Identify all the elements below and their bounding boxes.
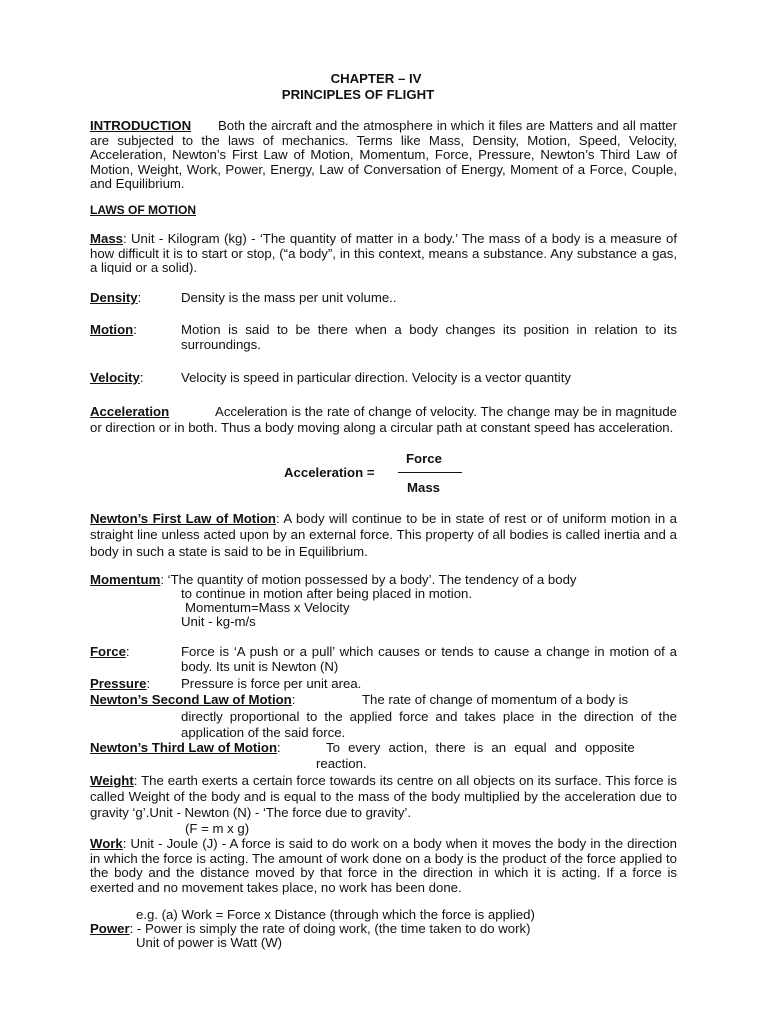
chapter-heading: CHAPTER – IV	[330, 71, 422, 86]
first-law-term: Newton’s First Law of Motion	[90, 511, 276, 526]
force-text: Force is ‘A push or a pull’ which causes or tends to cause a change in motion of a body. Its unit is Newton (N)	[181, 644, 677, 674]
formula-numerator: Force	[406, 451, 442, 466]
momentum-line-2: to continue in motion after being placed in motion.	[181, 586, 473, 601]
momentum-formula: Momentum=Mass x Velocity	[185, 600, 350, 615]
weight-text: : The earth exerts a certain force towards its centre on all objects on its surface. This force is called Weight of the body and is equal to the mass of the body multiplied by the acceleration due to gravity ‘g’.Unit - Newton (N) - ‘The force due to gravity’.	[90, 773, 677, 820]
density-text: Density is the mass per unit volume..	[181, 290, 397, 305]
weight-paragraph	[90, 773, 677, 821]
section-heading-laws-of-motion: LAWS OF MOTION	[90, 203, 196, 217]
work-paragraph	[90, 837, 677, 895]
acceleration-formula-label: Acceleration =	[284, 465, 375, 480]
work-text: : Unit - Joule (J) - A force is said to do work on a body when it moves the body in the direction in which the force is acting. The amount of work done on a body is the product of the force applied to the body and the distance moved by that force in the direction in which it is acting. If a force is exerted and no movement takes place, no work has been done.	[90, 836, 677, 895]
momentum-term: Momentum	[90, 572, 161, 587]
fraction-bar	[398, 472, 462, 473]
weight-formula: (F = m x g)	[185, 821, 250, 836]
document-page: CHAPTER – IV PRINCIPLES OF FLIGHT INTRODUCTION Both the aircraft and the atmosphere in which it files are Matters and all matter are subjected to the laws of mechanics. Terms like Mass, Density, Motion, Speed, Velocity, Acceleration, Newton’s First Law of Motion, Momentum, Force, Pressure, Newton’s Third Law of Motion, Weight, Work, Power, Energy, Law of Conversation of Energy, Moment of a Force, Couple, and Equilibrium. LAWS OF MOTION Mass: Unit - Kilogram (kg) - ‘The quantity of matter in a body.’ The mass of a body is a measure of how difficult it is to start or stop, (“a body”, in this context, means a substance. Any substance a gas, a liquid or a solid). Density: Density is the mass per unit volume.. Motion: Motion is said to be there when a body changes its position in relation to its surroundings. Velocity: Velocity is speed in particular direction. Velocity is a vector quantity Acceleration Acceleration is the rate of change of velocity. The change may be in magnitude or direction or in both. Thus a body moving along a circular path at constant speed has acceleration. Acceleration = Force Mass Newton’s First Law of Motion: A body will continue to be in state of rest or of uniform motion in a straight line unless acted upon by an external force. This property of all bodies is called inertia and a body in such a state is said to be in Equilibrium. Momentum: ‘The quantity of motion possessed by a body’. The tendency of a body to continue in motion after being placed in motion. Momentum=Mass x Velocity Unit - kg-m/s Force: Force is ‘A push or a pull’ which causes or tends to cause a change in motion of a body. Its unit is Newton (N) Pressure: Pressure is force per unit area. Newton’s Second Law of Motion: The rate of change of momentum of a body is directly proportional to the applied force and takes place in the direction of the application of the said force. Newton’s Third Law of Motion: To every action, there is an equal and opposite reaction. Weight: The earth exerts a certain force towards its centre on all objects on its surface. This force is called Weight of the body and is equal to the mass of the body multiplied by the acceleration due to gravity ‘g’.Unit - Newton (N) - ‘The force due to gravity’. (F = m x g) Work: Unit - Joule (J) - A force is said to do work on a body when it moves the body in the direction in which the force is acting. The amount of work done on a body is the product of the force applied to the body and the distance moved by that force in the direction in which it is acting. If a force is exerted and no movement takes place, no work has been done. e.g. (a) Work = Force x Distance (through which the force is applied) Power: - Power is simply the rate of doing work, (the time taken to do work) Unit of power is Watt (W)	[0, 0, 768, 1024]
pressure-text: Pressure is force per unit area.	[181, 676, 362, 691]
second-law-text-rest: directly proportional to the applied force and takes place in the direction of the application of the said force.	[181, 709, 677, 740]
motion-term: Motion	[90, 322, 134, 337]
second-law-line-1: Newton’s Second Law of Motion:	[90, 692, 296, 707]
mass-term: Mass	[90, 231, 123, 246]
power-term: Power	[90, 921, 130, 936]
first-law-text: : A body will continue to be in state of rest or of uniform motion in a straight line unless acted upon by an external force. This property of all bodies is called inertia and a body in such a state is said to be in Equilibrium.	[90, 511, 677, 559]
velocity-term: Velocity	[90, 370, 140, 385]
velocity-text: Velocity is speed in particular direction. Velocity is a vector quantity	[181, 370, 571, 385]
mass-text: : Unit - Kilogram (kg) - ‘The quantity of matter in a body.’ The mass of a body is a measure of how difficult it is to start or stop, (“a body”, in this context, means a substance. Any substance a gas, a liquid or a solid).	[90, 231, 677, 276]
acceleration-paragraph	[90, 404, 677, 436]
page-title: PRINCIPLES OF FLIGHT	[281, 87, 435, 102]
momentum-unit: Unit - kg-m/s	[181, 614, 256, 629]
work-term: Work	[90, 836, 123, 851]
work-example: e.g. (a) Work = Force x Distance (through which the force is applied)	[136, 907, 535, 922]
second-law-text-start: The rate of change of momentum of a body is	[362, 692, 629, 707]
formula-denominator: Mass	[407, 480, 440, 495]
second-law-term: Newton’s Second Law of Motion	[90, 692, 292, 707]
acceleration-text: Acceleration is the rate of change of velocity. The change may be in magnitude or direction or in both. Thus a body moving along a circular path at constant speed has acceleration.	[90, 404, 677, 435]
density-term: Density	[90, 290, 138, 305]
third-law-text-line-2: reaction.	[316, 756, 367, 771]
power-text: : - Power is simply the rate of doing work, (the time taken to do work)	[129, 921, 531, 936]
introduction-paragraph	[90, 119, 677, 192]
motion-text: Motion is said to be there when a body changes its position in relation to its surroundings.	[181, 322, 677, 352]
power-unit: Unit of power is Watt (W)	[136, 935, 283, 950]
introduction-text: Both the aircraft and the atmosphere in which it files are Matters and all matter are subjected to the laws of mechanics. Terms like Mass, Density, Motion, Speed, Velocity, Acceleration, Newton’s First Law of Motion, Momentum, Force, Pressure, Newton’s Third Law of Motion, Weight, Work, Power, Energy, Law of Conversation of Energy, Moment of a Force, Couple, and Equilibrium.	[90, 118, 677, 192]
momentum-line-1: Momentum: ‘The quantity of motion possessed by a body’. The tendency of a body	[90, 572, 577, 587]
mass-paragraph	[90, 232, 677, 276]
force-term: Force	[90, 644, 126, 659]
third-law-line-1: Newton’s Third Law of Motion:	[90, 740, 281, 755]
third-law-term: Newton’s Third Law of Motion	[90, 740, 278, 755]
pressure-term: Pressure	[90, 676, 147, 691]
third-law-text-line-1: To every action, there is an equal and opposite	[326, 740, 635, 755]
introduction-term: INTRODUCTION	[90, 118, 192, 133]
weight-term: Weight	[90, 773, 134, 788]
acceleration-term: Acceleration	[90, 404, 170, 419]
first-law-paragraph	[90, 511, 677, 560]
